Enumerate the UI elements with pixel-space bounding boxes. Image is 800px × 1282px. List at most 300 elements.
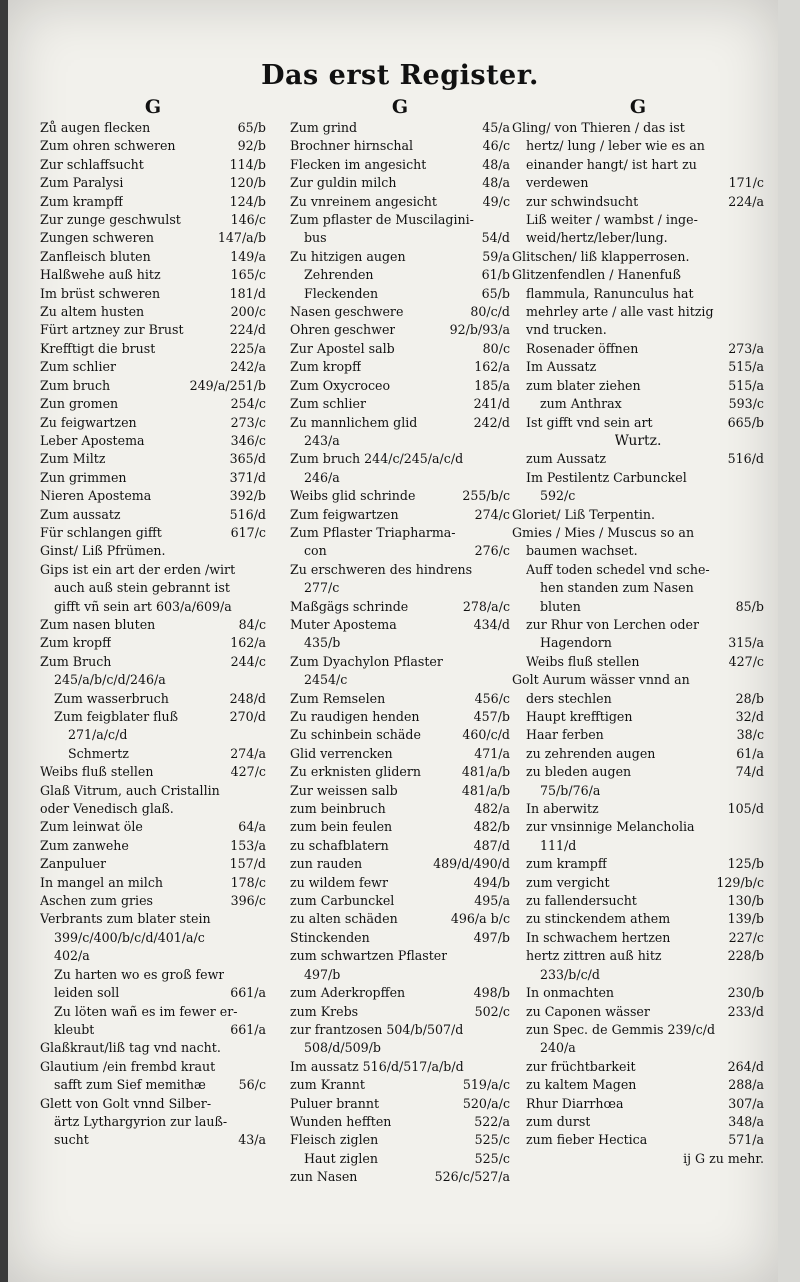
register-entry: [290, 487, 510, 505]
entry-text: zur frantzosen 504/b/507/d: [290, 1021, 464, 1037]
register-entry: [290, 1168, 510, 1186]
register-entry: [512, 1095, 764, 1113]
register-entry: [40, 395, 266, 413]
entry-text: Golt Aurum wässer vnnd an: [512, 672, 690, 688]
entry-text: Für schlangen gifft: [40, 524, 162, 540]
page-reference: 249/a/251/b: [189, 377, 266, 393]
page-reference: 45/a: [482, 120, 510, 135]
register-entry: [40, 708, 266, 726]
entry-text: 435/b: [304, 635, 341, 651]
register-entry: [290, 929, 510, 947]
entry-text: Gmies / Mies / Muscus so an: [512, 524, 695, 540]
register-entry: [40, 193, 266, 211]
register-entry: [512, 487, 764, 505]
entry-text: kleubt: [54, 1021, 95, 1037]
register-entry: [40, 1076, 266, 1094]
register-entry: [290, 1021, 510, 1039]
entry-text: Zum grind: [290, 120, 358, 135]
entry-text: safft zum Sief memithæ: [54, 1077, 206, 1093]
register-entry: [290, 193, 510, 211]
page-reference: 482/a: [474, 801, 510, 817]
register-entry: [290, 892, 510, 910]
page-reference: 522/a: [474, 1113, 510, 1129]
entry-text: Zur weissen salb: [290, 782, 398, 798]
register-entry: [512, 450, 764, 468]
entry-text: 233/b/c/d: [540, 966, 600, 982]
column-letter: G: [144, 96, 162, 118]
entry-text: Zum schlier: [290, 396, 366, 412]
register-entry: [512, 892, 764, 910]
page-reference: 427/c: [230, 764, 266, 780]
register-entry: [40, 377, 266, 395]
column-letter: G: [629, 96, 647, 118]
page-reference: 84/c: [238, 616, 266, 632]
page-reference: 171/c: [728, 175, 764, 191]
register-entry: [290, 745, 510, 763]
register-entry: [290, 561, 510, 579]
register-entry: [40, 782, 266, 800]
entry-text: Zu vnreinem angesicht: [290, 193, 437, 209]
entry-text: ders stechlen: [526, 690, 612, 706]
entry-text: zum Krebs: [290, 1003, 359, 1019]
register-entry: [290, 156, 510, 174]
page-edge: [778, 0, 800, 1282]
page-reference: 225/a: [230, 340, 266, 356]
entry-text: Im brüst schweren: [40, 285, 161, 301]
entry-text: Maßgägs schrinde: [290, 598, 409, 614]
page-reference: 519/a/c: [462, 1077, 510, 1093]
page-reference: 157/d: [229, 856, 266, 872]
entry-text: zu alten schäden: [290, 911, 398, 927]
register-entry: [40, 690, 266, 708]
register-entry: [290, 340, 510, 358]
register-entry: [512, 285, 764, 303]
register-entry: [512, 1076, 764, 1094]
page-reference: 74/d: [735, 764, 764, 780]
register-entry: [512, 1058, 764, 1076]
register-entry: [512, 469, 764, 487]
register-entry: [290, 634, 510, 652]
entry-text: Glid verrencken: [290, 745, 393, 761]
register-entry: [40, 598, 266, 616]
page-reference: 61/a: [736, 745, 764, 761]
register-entry: [290, 469, 510, 487]
entry-text: mehrley arte / alle vast hitzig: [526, 304, 714, 320]
entry-text: Glaß Vitrum, auch Cristallin: [40, 782, 220, 798]
register-entry: [290, 395, 510, 413]
entry-text: zum beinbruch: [290, 801, 386, 817]
register-entry: [290, 690, 510, 708]
entry-text: bus: [304, 230, 327, 246]
entry-text: Zehrenden: [304, 267, 374, 283]
entry-text: Wunden hefften: [290, 1113, 392, 1129]
register-entry: [290, 506, 510, 524]
entry-text: zu schafblatern: [290, 837, 389, 853]
page-reference: 526/c/527/a: [434, 1169, 510, 1185]
entry-text: Zum feigwartzen: [290, 506, 399, 522]
entry-text: zu bleden augen: [526, 764, 632, 780]
entry-text: In mangel an milch: [40, 874, 163, 890]
page-reference: 516/d: [727, 451, 764, 467]
entry-text: 2454/c: [304, 672, 348, 688]
register-entry: [512, 579, 764, 597]
page-reference: 471/a: [474, 745, 510, 761]
register-entry: [512, 653, 764, 671]
entry-text: 399/c/400/b/c/d/401/a/c: [54, 929, 205, 945]
entry-text: Zu löten wañ es im fewer er-: [54, 1003, 238, 1019]
register-entry: [40, 524, 266, 542]
register-entry: [512, 174, 764, 192]
entry-text: Zum pflaster de Muscilagini-: [290, 212, 474, 228]
register-entry: [40, 542, 266, 560]
register-entry: [512, 763, 764, 781]
entry-text: Glaßkraut/liß tag vnd nacht.: [40, 1040, 221, 1056]
page-reference: 288/a: [728, 1077, 764, 1093]
entry-text: Haut ziglen: [304, 1150, 378, 1166]
entry-text: Zu harten wo es groß fewr: [54, 966, 225, 982]
register-entry: [40, 450, 266, 468]
register-entry: [512, 671, 764, 689]
entry-text: Zum bruch 244/c/245/a/c/d: [290, 451, 464, 467]
entry-text: Zum zanwehe: [40, 837, 129, 853]
entry-text: Zun gromen: [40, 396, 119, 412]
entry-text: Zur schlaffsucht: [40, 156, 144, 172]
entry-text: 277/c: [304, 580, 340, 596]
register-entry: [512, 542, 764, 560]
register-entry: [40, 910, 266, 928]
register-entry: [512, 745, 764, 763]
register-entry: [512, 119, 764, 137]
register-entry: [40, 616, 266, 634]
register-entry: [290, 616, 510, 634]
register-entry: [290, 1113, 510, 1131]
page-reference: 274/a: [230, 745, 266, 761]
register-entry: [290, 358, 510, 376]
entry-text: Ohren geschwer: [290, 322, 396, 338]
register-entry: [290, 1058, 510, 1076]
register-entry: [290, 248, 510, 266]
register-entry: [40, 726, 266, 744]
register-entry: [290, 1003, 510, 1021]
entry-text: Aschen zum gries: [40, 893, 154, 909]
register-entry: [290, 137, 510, 155]
entry-text: Glett von Golt vnnd Silber-: [40, 1095, 212, 1111]
entry-text: Hagendorn: [540, 635, 612, 651]
entry-text: zu fallendersucht: [526, 893, 637, 909]
register-entry: [512, 377, 764, 395]
entry-text: Zur Apostel salb: [290, 340, 395, 356]
register-entry: [290, 321, 510, 339]
entry-text: Im Pestilentz Carbunckel: [526, 469, 687, 485]
register-entry: [512, 947, 764, 965]
entry-text: gifft vñ sein art 603/a/609/a: [54, 598, 232, 614]
page-reference: 54/d: [481, 230, 510, 246]
entry-text: leiden soll: [54, 985, 120, 1001]
register-entry: [40, 487, 266, 505]
page-reference: 224/a: [728, 193, 764, 209]
register-entry: [40, 800, 266, 818]
page-reference: 241/d: [473, 396, 510, 412]
entry-text: Zu feigwartzen: [40, 414, 137, 430]
register-entry: [512, 1113, 764, 1131]
page-reference: 498/b: [473, 985, 510, 1001]
register-entry: [40, 414, 266, 432]
register-entry: [290, 671, 510, 689]
entry-text: Zu mannlichem glid: [290, 414, 418, 430]
register-entry: [40, 303, 266, 321]
entry-text: bluten: [540, 598, 581, 614]
register-entry: [40, 469, 266, 487]
register-entry: [40, 671, 266, 689]
page-reference: 242/d: [473, 414, 510, 430]
entry-text: Zum krampff: [40, 193, 123, 209]
entry-text: zun rauden: [290, 856, 363, 872]
entry-text: Halßwehe auß hitz: [40, 267, 161, 283]
entry-text: zum Krannt: [290, 1077, 365, 1093]
register-entry: [290, 174, 510, 192]
register-entry: [512, 211, 764, 229]
page-reference: 153/a: [230, 837, 266, 853]
page-reference: 200/c: [230, 304, 266, 320]
entry-text: Zum Pflaster Triapharma-: [290, 524, 456, 540]
register-entry: [290, 377, 510, 395]
entry-text: Zum Dyachylon Pflaster: [290, 653, 443, 669]
entry-text: Weibs fluß stellen: [526, 653, 640, 669]
register-entry: [512, 708, 764, 726]
catchword: [512, 1150, 764, 1168]
entry-text: Zu schinbein schäde: [290, 727, 421, 743]
register-entry: [290, 984, 510, 1002]
page-reference: 46/c: [482, 138, 510, 154]
entry-text: Zum Remselen: [290, 690, 386, 706]
page-reference: 346/c: [230, 432, 266, 448]
entry-text: Zum wasserbruch: [54, 690, 169, 706]
register-entry: [40, 745, 266, 763]
register-entry: [512, 782, 764, 800]
entry-text: baumen wachset.: [526, 543, 638, 559]
entry-text: 271/a/c/d: [68, 727, 128, 743]
entry-text: zum Carbunckel: [290, 893, 395, 909]
page-reference: 661/a: [230, 1021, 266, 1037]
entry-text: Zum Bruch: [40, 653, 112, 669]
entry-text: Zů augen flecken: [40, 120, 151, 135]
page-reference: 227/c: [728, 929, 764, 945]
register-entry: [40, 229, 266, 247]
register-entry: [512, 193, 764, 211]
page-reference: 185/a: [474, 377, 510, 393]
register-entry: [512, 137, 764, 155]
page-reference: 165/c: [230, 267, 266, 283]
register-entry: [512, 726, 764, 744]
page-reference: 593/c: [728, 396, 764, 412]
page-reference: 307/a: [728, 1095, 764, 1111]
entry-text: 240/a: [540, 1040, 576, 1056]
column-letter: G: [391, 96, 409, 118]
page-reference: 65/b: [481, 285, 510, 301]
entry-text: zu stinckendem athem: [526, 911, 671, 927]
page-reference: 520/a/c: [462, 1095, 510, 1111]
entry-text: Weibs glid schrinde: [290, 488, 416, 504]
register-entry: [290, 542, 510, 560]
page-reference: 244/c: [230, 653, 266, 669]
page-reference: 242/a: [230, 359, 266, 375]
register-entry: [40, 874, 266, 892]
entry-text: Gips ist ein art der erden /wirt: [40, 561, 236, 577]
entry-text: zum schwartzen Pflaster: [290, 948, 448, 964]
register-entry: [512, 506, 764, 524]
register-entry: [40, 506, 266, 524]
page-reference: 49/c: [482, 193, 510, 209]
register-column-1: [40, 95, 266, 1150]
entry-text: Zum feigblater fluß: [54, 709, 179, 724]
entry-text: zu zehrenden augen: [526, 745, 656, 761]
page-reference: 48/a: [482, 156, 510, 172]
page-reference: 481/a/b: [461, 764, 510, 780]
entry-text: zum durst: [526, 1113, 591, 1129]
register-entry: [512, 966, 764, 984]
entry-text: Verbrants zum blater stein: [40, 911, 211, 927]
entry-text: Nasen geschwere: [290, 304, 404, 320]
entry-text: Muter Apostema: [290, 616, 397, 632]
entry-text: zun Spec. de Gemmis 239/c/d: [526, 1021, 716, 1037]
register-entry: [512, 634, 764, 652]
register-entry: [40, 892, 266, 910]
register-entry: [290, 837, 510, 855]
register-entry: [40, 156, 266, 174]
register-entry: [290, 432, 510, 450]
register-entry: [512, 248, 764, 266]
page-reference: 274/c: [474, 506, 510, 522]
register-entry: [512, 910, 764, 928]
entry-text: Wurtz.: [614, 432, 662, 449]
register-entry: [40, 837, 266, 855]
entry-text: Zum kropff: [290, 359, 362, 375]
register-entry: [512, 929, 764, 947]
entry-text: Zu raudigen henden: [290, 709, 420, 724]
register-entry: [290, 579, 510, 597]
entry-text: Zum Miltz: [40, 451, 106, 467]
register-entry: [512, 1039, 764, 1057]
register-entry: [40, 211, 266, 229]
register-entry: [290, 229, 510, 247]
register-entry: [512, 1131, 764, 1149]
entry-text: zur schwindsucht: [526, 193, 639, 209]
register-entry: [512, 358, 764, 376]
page-reference: 348/a: [728, 1113, 764, 1129]
entry-text: flammula, Ranunculus hat: [526, 285, 694, 301]
entry-text: Ist gifft vnd sein art: [526, 414, 653, 430]
register-entry: [40, 1058, 266, 1076]
entry-text: 592/c: [540, 488, 576, 504]
entry-text: 246/a: [304, 469, 340, 485]
register-entry: [512, 414, 764, 432]
entry-text: Fürt artzney zur Brust: [40, 322, 184, 338]
register-entry: [512, 432, 764, 450]
page-reference: 661/a: [230, 985, 266, 1001]
entry-text: hertz zittren auß hitz: [526, 948, 662, 964]
page-reference: 278/a/c: [462, 598, 510, 614]
register-entry: [40, 579, 266, 597]
register-entry: [290, 1150, 510, 1168]
page-reference: 230/b: [727, 985, 764, 1001]
page-reference: 233/d: [727, 1003, 764, 1019]
page-reference: 92/b: [237, 138, 266, 154]
page-reference: 525/c: [474, 1132, 510, 1148]
register-entry: [40, 818, 266, 836]
entry-text: Zum bruch: [40, 377, 111, 393]
entry-text: Zanpuluer: [40, 856, 107, 872]
register-entry: [290, 910, 510, 928]
register-entry: [512, 561, 764, 579]
page-reference: 48/a: [482, 175, 510, 191]
entry-text: Brochner hirnschal: [290, 138, 414, 154]
entry-text: Zur guldin milch: [290, 175, 397, 191]
page-reference: 516/d: [229, 506, 266, 522]
page-reference: 130/b: [727, 893, 764, 909]
entry-text: Fleisch ziglen: [290, 1132, 379, 1148]
page-reference: 32/d: [735, 709, 764, 724]
page-reference: 495/a: [474, 893, 510, 909]
register-entry: [512, 984, 764, 1002]
register-entry: [40, 174, 266, 192]
entry-text: Krefftigt die brust: [40, 340, 156, 356]
entry-text: Stinckenden: [290, 929, 370, 945]
page-reference: 162/a: [230, 635, 266, 651]
register-entry: [290, 818, 510, 836]
register-entry: [40, 266, 266, 284]
register-entry: [290, 782, 510, 800]
entry-text: Zur zunge geschwulst: [40, 212, 181, 228]
register-column-3: [512, 95, 764, 1168]
register-entry: [512, 818, 764, 836]
page-reference: 120/b: [229, 175, 266, 191]
entry-text: Nieren Apostema: [40, 488, 152, 504]
register-entry: [290, 855, 510, 873]
page-reference: 114/b: [229, 156, 266, 172]
entry-text: oder Venedisch glaß.: [40, 801, 174, 817]
entry-text: Im Aussatz: [526, 359, 597, 375]
page-reference: 434/d: [473, 616, 510, 632]
page-reference: 456/c: [474, 690, 510, 706]
page-reference: 371/d: [229, 469, 266, 485]
entry-text: Zun grimmen: [40, 469, 127, 485]
page-reference: 487/d: [473, 837, 510, 853]
entry-text: vnd trucken.: [526, 322, 607, 338]
register-entry: [290, 598, 510, 616]
page-reference: 273/c: [230, 414, 266, 430]
register-entry: [40, 248, 266, 266]
page-reference: 125/b: [727, 856, 764, 872]
entry-text: Glitzenfendlen / Hanenfuß: [512, 267, 681, 283]
register-entry: [290, 266, 510, 284]
page-reference: 80/c: [482, 340, 510, 356]
register-entry: [40, 1095, 266, 1113]
entry-text: Glitschen/ liß klapperrosen.: [512, 248, 690, 264]
register-entry: [512, 395, 764, 413]
entry-text: zun Nasen: [290, 1169, 358, 1185]
entry-text: Haupt krefftigen: [526, 709, 633, 724]
entry-text: zum fieber Hectica: [526, 1132, 648, 1148]
entry-text: Zum Paralysi: [40, 175, 124, 191]
entry-text: In schwachem hertzen: [526, 929, 671, 945]
entry-text: zu kaltem Magen: [526, 1077, 637, 1093]
page-reference: 396/c: [230, 893, 266, 909]
entry-text: Im aussatz 516/d/517/a/b/d: [290, 1058, 464, 1074]
page-reference: 489/d/490/d: [433, 856, 510, 872]
entry-text: zum krampff: [526, 856, 607, 872]
page-reference: 273/a: [728, 340, 764, 356]
register-entry: [40, 966, 266, 984]
